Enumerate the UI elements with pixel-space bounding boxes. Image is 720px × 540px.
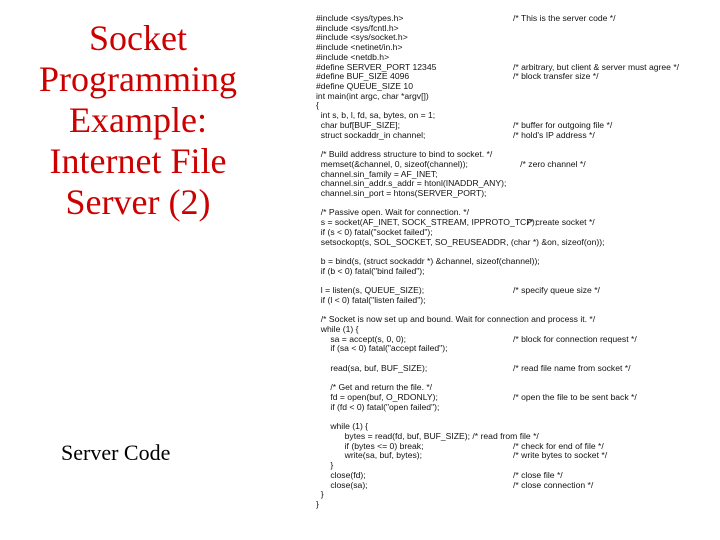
- code-text: while (1) {: [316, 421, 369, 432]
- code-text: close(fd);: [316, 469, 366, 480]
- code-text: write(sa, buf, bytes);: [316, 450, 423, 461]
- code-text: /* Build address structure to bind to socket. */: [316, 149, 493, 160]
- code-comment: /* write bytes to socket */: [513, 450, 608, 461]
- code-text: close(sa);: [316, 479, 368, 490]
- code-text: /* Get and return the file. */: [316, 382, 433, 393]
- title-line: Internet File: [49, 141, 227, 181]
- code-line: [316, 481, 718, 491]
- code-text: struct sockaddr_in channel;: [316, 129, 426, 140]
- code-text: channel.sin_addr.s_addr = htonl(INADDR_ANY);: [316, 178, 507, 189]
- title-line: Server (2): [65, 182, 211, 222]
- slide-title: [12, 18, 264, 223]
- code-text: bytes = read(fd, buf, BUF_SIZE); /* read from file */: [316, 430, 539, 441]
- code-line: [316, 510, 718, 520]
- code-text: if (b < 0) fatal("bind failed");: [316, 265, 425, 276]
- code-comment: /* hold's IP address */: [513, 129, 595, 140]
- code-text: sa = accept(s, 0, 0);: [316, 333, 407, 344]
- code-comment: /* block for connection request */: [513, 333, 637, 344]
- code-text: fd = open(buf, O_RDONLY);: [316, 392, 438, 403]
- code-text: memset(&channel, 0, sizeof(channel));: [316, 158, 468, 169]
- title-line: Socket: [89, 18, 187, 58]
- code-text: #include <netdb.h>: [316, 51, 390, 62]
- code-line: [316, 131, 718, 141]
- code-line: [316, 344, 718, 354]
- code-line: [316, 92, 718, 102]
- code-text: }: [316, 498, 319, 509]
- code-line: [316, 451, 718, 461]
- code-comment: /* close file */: [513, 469, 563, 480]
- code-text: while (1) {: [316, 324, 359, 334]
- code-line: [316, 315, 718, 325]
- code-text: #define SERVER_PORT 12345: [316, 61, 437, 72]
- code-text: if (l < 0) fatal("listen failed");: [316, 294, 426, 305]
- code-text: }: [316, 489, 324, 500]
- code-text: s = socket(AF_INET, SOCK_STREAM, IPPROTO_TCP);: [316, 217, 538, 228]
- code-line: [316, 500, 718, 510]
- code-comment: /* create socket */: [513, 217, 595, 228]
- code-text: {: [316, 100, 319, 111]
- code-comment: /* close connection */: [513, 479, 594, 490]
- code-text: /* Socket is now set up and bound. Wait for connection and process it. */: [316, 314, 596, 325]
- code-line: [316, 490, 718, 500]
- code-text: #define BUF_SIZE 4096: [316, 71, 410, 82]
- code-comment: /* This is the server code */: [513, 13, 616, 23]
- code-text: l = listen(s, QUEUE_SIZE);: [316, 285, 425, 296]
- code-text: #include <sys/types.h>: [316, 13, 404, 23]
- code-comment: /* block transfer size */: [513, 71, 599, 82]
- code-text: if (fd < 0) fatal("open failed");: [316, 401, 440, 412]
- code-text: #define QUEUE_SIZE 10: [316, 81, 413, 92]
- code-comment: /* read file name from socket */: [513, 362, 631, 373]
- code-line: [316, 403, 718, 413]
- code-comment: /* buffer for outgoing file */: [513, 119, 613, 130]
- title-line: Programming: [39, 59, 237, 99]
- code-text: setsockopt(s, SOL_SOCKET, SO_REUSEADDR, (char *) &on, sizeof(on));: [316, 236, 605, 247]
- code-text: if (bytes <= 0) break;: [316, 440, 424, 451]
- code-line: [316, 296, 718, 306]
- code-line: [316, 238, 718, 248]
- code-text: char buf[BUF_SIZE];: [316, 119, 401, 130]
- code-comment: /* open the file to be sent back */: [513, 392, 637, 403]
- code-text: channel.sin_family = AF_INET;: [316, 168, 438, 179]
- code-text: if (s < 0) fatal("socket failed");: [316, 226, 433, 237]
- code-text: b = bind(s, (struct sockaddr *) &channel, sizeof(channel));: [316, 255, 540, 266]
- code-comment: /* check for end of file */: [513, 440, 604, 451]
- code-text: int s, b, l, fd, sa, bytes, on = 1;: [316, 110, 436, 121]
- code-text: #include <sys/fcntl.h>: [316, 22, 399, 33]
- code-line: [316, 412, 718, 422]
- slide-subtitle: Server Code: [61, 440, 171, 465]
- code-text: int main(int argc, char *argv[]): [316, 90, 429, 101]
- code-text: channel.sin_port = htons(SERVER_PORT);: [316, 187, 487, 198]
- code-comment: /* zero channel */: [513, 158, 586, 169]
- code-line: [316, 189, 718, 199]
- code-text: #include <sys/socket.h>: [316, 32, 408, 43]
- code-text: if (sa < 0) fatal("accept failed");: [316, 343, 448, 354]
- title-line: Example:: [69, 100, 207, 140]
- code-text: read(sa, buf, BUF_SIZE);: [316, 362, 428, 373]
- code-comment: /* specify queue size */: [513, 285, 600, 296]
- code-listing: [316, 14, 718, 536]
- code-text: /* Passive open. Wait for connection. */: [316, 207, 470, 218]
- code-line: [316, 364, 718, 374]
- code-line: [316, 267, 718, 277]
- code-text: }: [316, 460, 334, 471]
- code-text: #include <netinet/in.h>: [316, 42, 403, 53]
- code-comment: /* arbitrary, but client & server must agree */: [513, 61, 680, 72]
